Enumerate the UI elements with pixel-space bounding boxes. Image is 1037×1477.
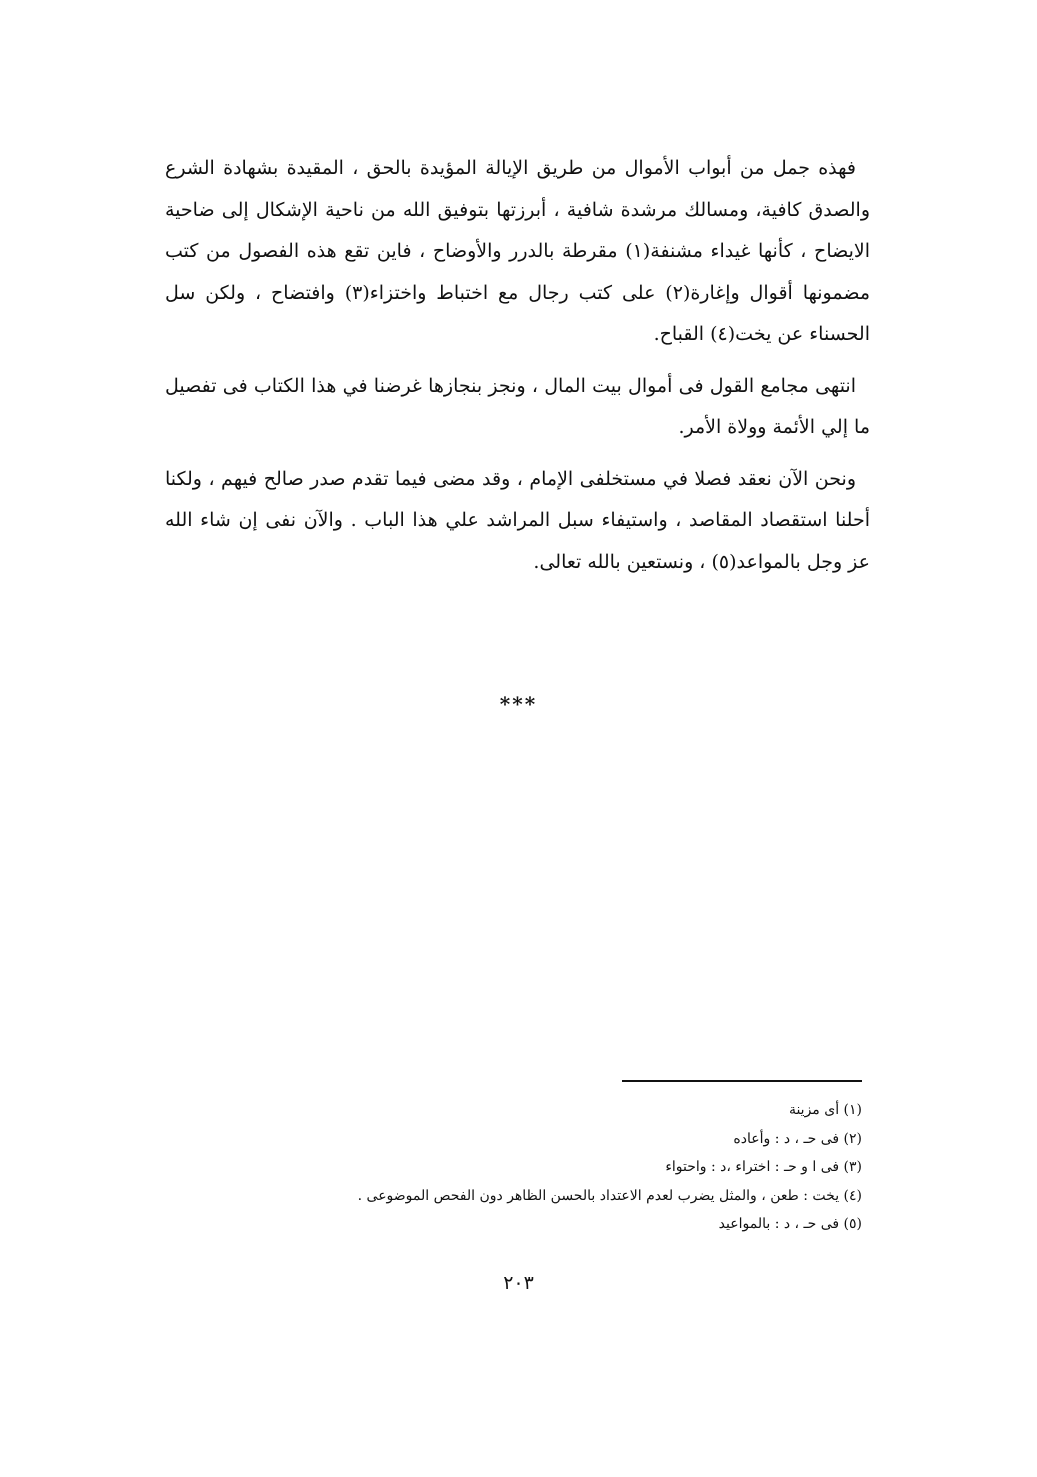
footnote-1: (١) أى مزينة (788, 1102, 862, 1118)
footnote-divider (622, 1080, 862, 1082)
footnote-4: (٤) يخت : طعن ، والمثل يضرب لعدم الاعتداد بالحسن الظاهر دون الفحص الموضوعى . (357, 1187, 862, 1204)
section-separator: *** (499, 692, 538, 716)
paragraph-1: فهذه جمل من أبواب الأموال من طريق الإيالة المؤيدة بالحق ، المقيدة بشهادة الشرع والصدق كافية، ومسالك مرشدة شافية ، أبرزتها بتوفيق الله من ناحية الإشكال إلى ضاحية الايضاح ، كأنها غيداء مشنفة(١) مقرطة بالدرر والأوضاح ، فاين تقع هذه الفصول من كتب مضمونها أقوال وإغارة(٢) على كتب رجال مع اختباط واختزاء(٣) وافتضاح ، ولكن سل الحسناء عن يخت(٤) القباح. (165, 157, 870, 345)
page-number: ٢٠٣ (503, 1272, 534, 1294)
footnote-2: (٢) فى حـ ، د : وأعاده (733, 1130, 862, 1147)
paragraph-2: انتهى مجامع القول فى أموال بيت المال ، ونجز بنجازها غرضنا في هذا الكتاب فى تفصيل ما إلي الأئمة وولاة الأمر. (165, 374, 870, 438)
footnotes (220, 1096, 862, 1239)
main-text (165, 148, 870, 593)
paragraph-3: ونحن الآن نعقد فصلا في مستخلفى الإمام ، وقد مضى فيما تقدم صدر صالح فيهم ، ولكنا أحلنا استقصاد المقاصد ، واستيفاء سبل المراشد علي هذا الباب . والآن نفى إن شاء الله عز وجل بالمواعد(٥) ، ونستعين بالله تعالى. (165, 467, 870, 573)
footnote-5: (٥) فى حـ ، د : بالمواعيد (718, 1216, 862, 1232)
footnote-3: (٣) فى ا و حـ : اختراء ،د : واحتواء (665, 1159, 862, 1175)
